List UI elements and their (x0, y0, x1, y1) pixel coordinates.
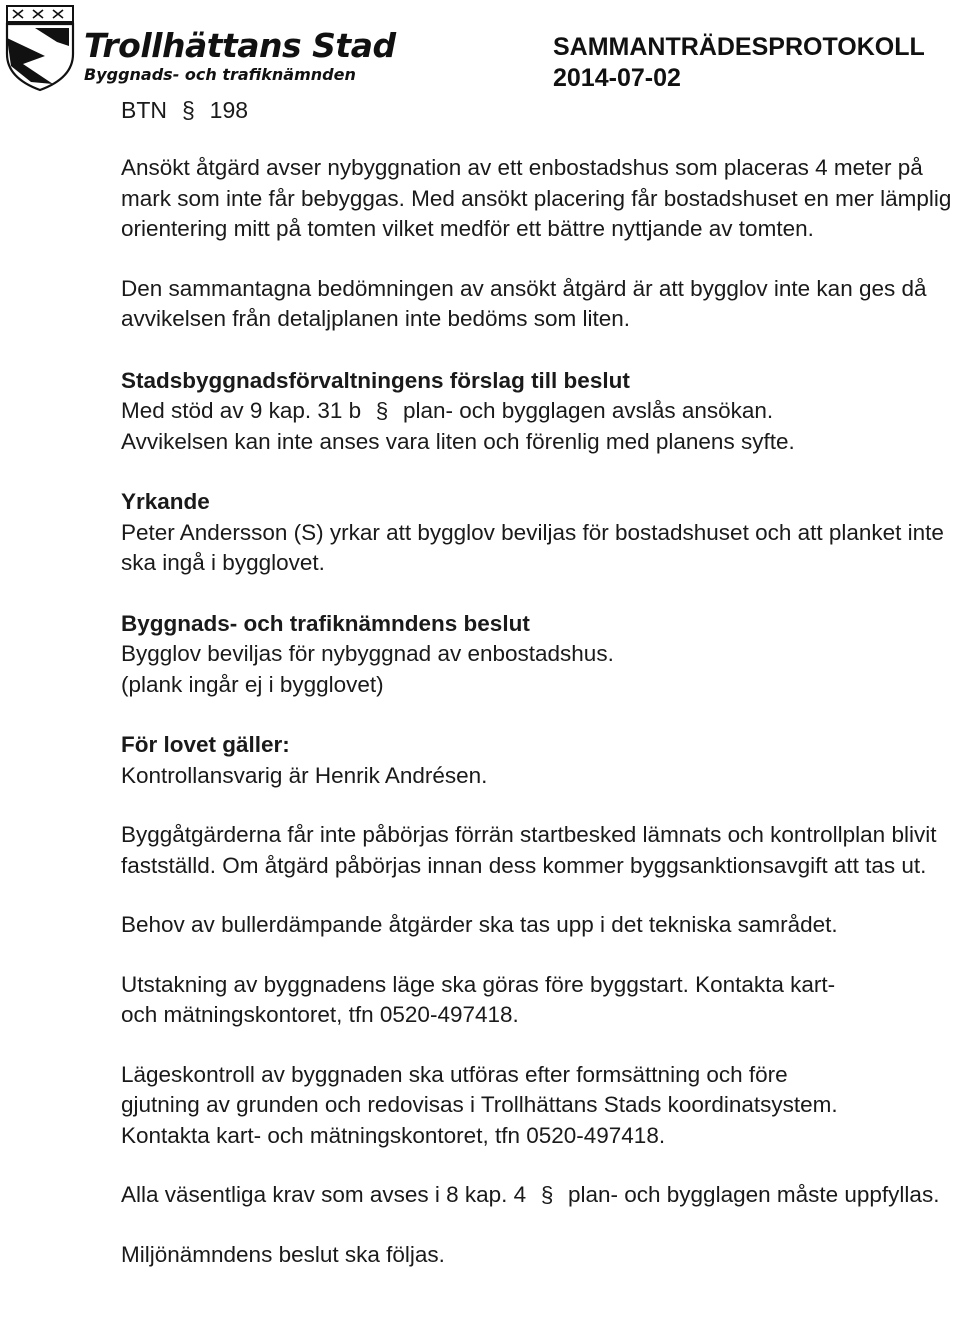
condition-noise: Behov av bullerdämpande åtgärder ska tas upp i det tekniska samrådet. (121, 912, 838, 937)
proposal-line-2: Avvikelsen kan inte anses vara liten och förenlig med planens syfte. (121, 428, 795, 454)
motion-paragraph: Peter Andersson (S) yrkar att bygglov beviljas för bostadshuset och att planket inte ska ingå i bygglovet. (121, 519, 944, 575)
decision-heading: Byggnads- och trafiknämndens beslut (121, 610, 530, 636)
section-symbol: § (375, 398, 389, 423)
coat-of-arms-icon (3, 4, 77, 92)
proposal-heading: Stadsbyggnadsförvaltningens förslag till beslut (121, 367, 630, 393)
assessment-paragraph: Den sammantagna bedömningen av ansökt åtgärd är att bygglov inte kan ges då avvikelsen från detaljplanen inte bedöms som liten. (121, 275, 927, 331)
condition-start-permit: Byggåtgärderna får inte påbörjas förrän startbesked lämnats och kontrollplan blivit fastställd. Om åtgärd påbörjas innan dess kommer byggsanktionsavgift att tas ut. (121, 822, 937, 878)
condition-environment-board: Miljönämndens beslut ska följas. (121, 1241, 445, 1267)
motion-heading: Yrkande (121, 489, 210, 514)
decision-line-1: Bygglov beviljas för nybyggnad av enbostadshus. (121, 641, 614, 666)
conditions-heading: För lovet gäller: (121, 732, 290, 757)
intro-paragraph: Ansökt åtgärd avser nybyggnation av ett enbostadshus som placeras 4 meter på mark som inte får bebyggas. Med ansökt placering får bostadshuset en mer lämplig orientering mitt på tomten vilket medför ett bättre nyttjande av tomten. (121, 155, 952, 241)
case-number (121, 95, 248, 125)
document-type: SAMMANTRÄDESPROTOKOLL (553, 33, 925, 61)
proposal-line-1: Med stöd av 9 kap. 31 b § plan- och bygglagen avslås ansökan. (121, 396, 957, 427)
case-prefix: BTN (121, 97, 167, 123)
organization-name: Trollhättans Stad (84, 26, 396, 65)
section-symbol: § (181, 97, 195, 123)
condition-staking-line-1: Utstakning av byggnadens läge ska göras före byggstart. Kontakta kart- (121, 971, 836, 997)
condition-position-check-line-1: Lägeskontroll av byggnaden ska utföras efter formsättning och före (121, 1061, 788, 1087)
condition-position-check-line-2: gjutning av grunden och redovisas i Trollhättans Stads koordinatsystem. (121, 1092, 838, 1117)
document-date: 2014-07-02 (553, 64, 681, 92)
condition-inspector: Kontrollansvarig är Henrik Andrésen. (121, 762, 488, 788)
case-id: 198 (209, 97, 249, 123)
protocol-body (121, 153, 957, 1270)
condition-position-check-line-3: Kontakta kart- och mätningskontoret, tfn 0520-497418. (121, 1122, 666, 1148)
condition-requirements: Alla väsentliga krav som avses i 8 kap. 4 § plan- och bygglagen måste uppfyllas. (121, 1180, 957, 1211)
decision-line-2: (plank ingår ej i bygglovet) (121, 671, 384, 697)
condition-staking-line-2: och mätningskontoret, tfn 0520-497418. (121, 1002, 519, 1027)
department-name: Byggnads- och trafiknämnden (84, 65, 356, 84)
section-symbol: § (540, 1182, 554, 1207)
